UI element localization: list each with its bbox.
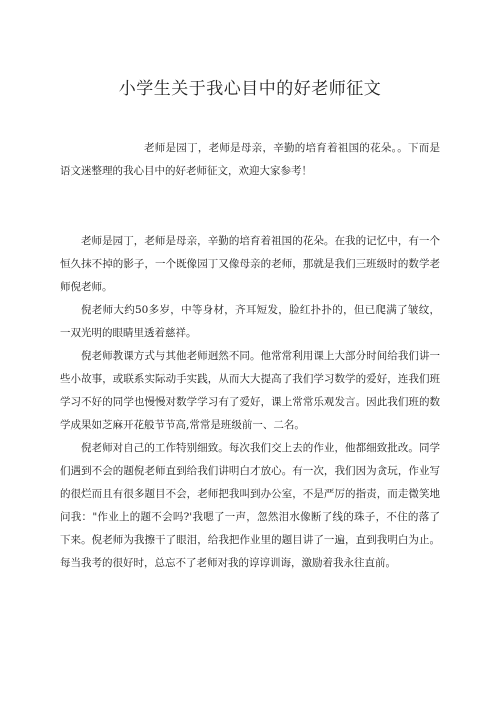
body-paragraph: 老师是园丁，老师是母亲，辛勤的培育着祖国的花朵。在我的记忆中，有一个恒久抹不掉的影子，一个既像园丁又像母亲的老师，那就是我们三班级时的数学老师倪老师。 [60, 235, 440, 293]
body-paragraph: 倪老师对自己的工作特别细致。每次我们交上去的作业，他都细致批改。同学们遇到不会的题倪老师直到给我们讲明白才放心。有一次，我们因为贪玩，作业写的很烂而且有很多题目不会，老师把我叫到办公室，不是严厉的指责，而走微笑地问我："作业上的题不会吗?'我嗯了一声，忽然泪水像断了线的珠子，不住的落了下来。倪老师为我擦干了眼泪，给我把作业里的题目讲了一遍，直到我明白为止。每当我考的很好时，总忘不了老师对我的谆谆训诲，激励着我永往直前。 [60, 442, 440, 569]
document-body [60, 230, 440, 575]
body-paragraph: 倪老师大约50多岁，中等身材，齐耳短发，脸红扑扑的，但已爬满了皱纹，一双光明的眼睛里透着慈祥。 [60, 304, 440, 339]
document-title: 小学生关于我心目中的好老师征文 [118, 79, 382, 99]
intro-paragraph: 老师是园丁，老师是母亲，辛勤的培育着祖国的花朵。。下而是语文迷整理的我心目中的好老师征文，欢迎大家参考！ [60, 141, 440, 177]
body-paragraph: 倪老师教课方式与其他老师迥然不同。他常常利用课上大部分时间给我们讲一些小故事，或联系实际动手实践，从而大大提高了我们学习数学的爱好，连我们班学习不好的同学也慢慢对数学学习有了爱好，课上常常乐观发言。因此我们班的数学成果如芝麻开花般节节高,常常是班级前一、二名。 [60, 350, 440, 431]
